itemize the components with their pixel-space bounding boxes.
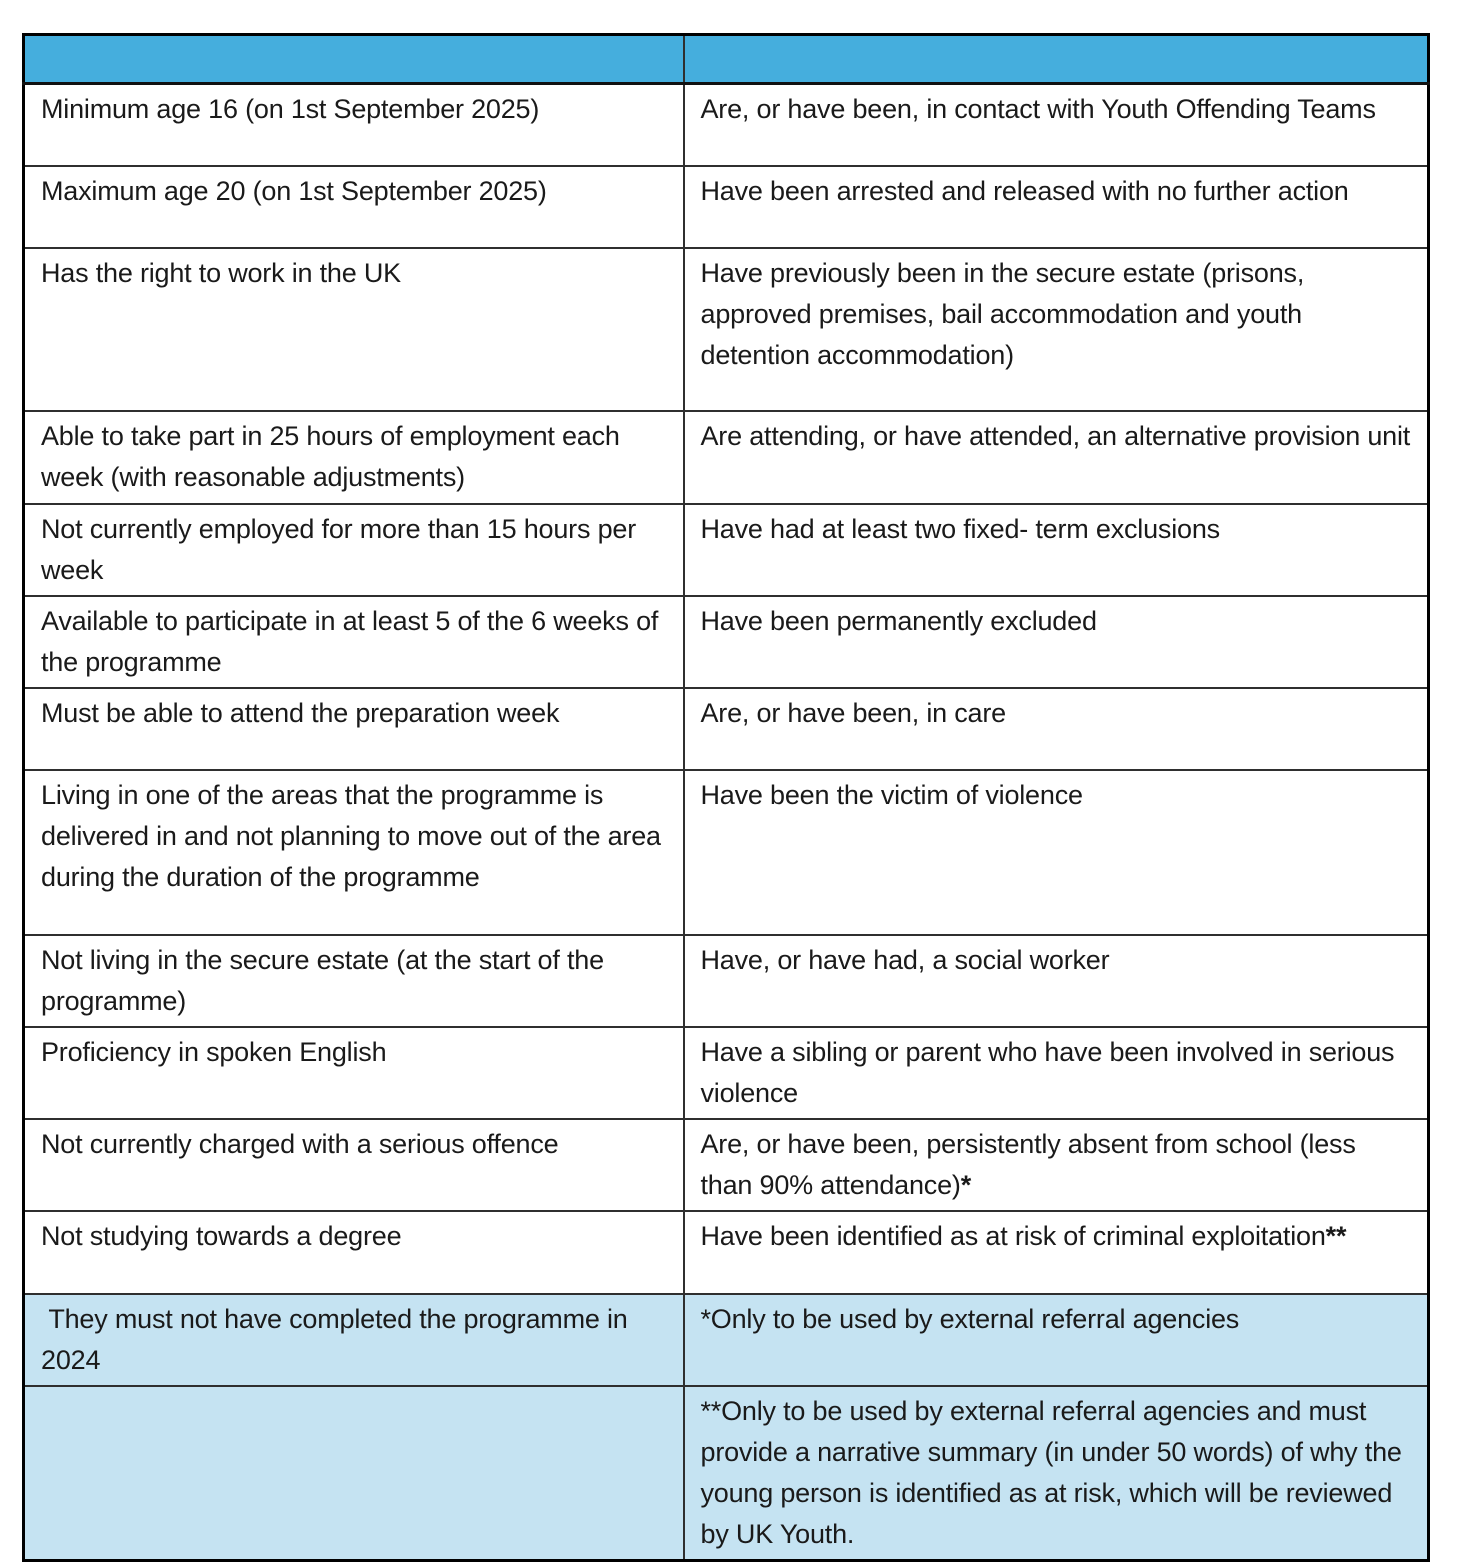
criteria-cell xyxy=(24,84,684,166)
table-header-row xyxy=(24,35,1429,84)
eligibility-table xyxy=(22,33,1430,1562)
risk-text: Are, or have been, in contact with Youth Offending Teams xyxy=(700,94,1376,124)
criteria-text: Minimum age 16 (on 1st September 2025) xyxy=(41,94,540,124)
footnote-marker: ** xyxy=(1325,1220,1347,1251)
criteria-text: Not living in the secure estate (at the start of the programme) xyxy=(41,944,612,1016)
criteria-text: They must not have completed the programme in 2024 xyxy=(41,1303,635,1375)
header-cell-left xyxy=(24,35,684,84)
table-row xyxy=(24,688,1429,770)
criteria-cell xyxy=(24,248,684,411)
criteria-text: Available to participate in at least 5 of the 6 weeks of the programme xyxy=(41,605,666,677)
table-row xyxy=(24,84,1429,166)
criteria-cell xyxy=(24,1119,684,1211)
risk-text: Have, or have had, a social worker xyxy=(700,944,1110,975)
risk-cell xyxy=(684,166,1429,248)
risk-text: Have been arrested and released with no further action xyxy=(700,175,1349,206)
risk-text: Are, or have been, persistently absent from school (less than 90% attendance) xyxy=(700,1128,1363,1200)
criteria-text: Not studying towards a degree xyxy=(41,1220,402,1251)
table-row-highlighted xyxy=(24,1294,1429,1386)
criteria-cell xyxy=(24,504,684,596)
criteria-cell xyxy=(24,1211,684,1294)
risk-cell xyxy=(684,935,1429,1027)
footnote-text: *Only to be used by external referral agencies xyxy=(700,1303,1240,1334)
table-row xyxy=(24,166,1429,248)
criteria-text: Has the right to work in the UK xyxy=(41,257,401,288)
risk-text: Have been permanently excluded xyxy=(700,605,1097,636)
table-row xyxy=(24,248,1429,411)
risk-cell xyxy=(684,596,1429,688)
footnote-marker: * xyxy=(960,1169,972,1200)
criteria-cell xyxy=(24,411,684,504)
footnote-cell xyxy=(684,1386,1429,1561)
table-row xyxy=(24,1211,1429,1294)
risk-cell xyxy=(684,1119,1429,1211)
criteria-text: Not currently charged with a serious offence xyxy=(41,1128,559,1159)
criteria-cell xyxy=(24,1027,684,1119)
risk-cell xyxy=(684,770,1429,935)
criteria-cell xyxy=(24,596,684,688)
risk-cell xyxy=(684,411,1429,504)
footnote-text: **Only to be used by external referral agencies and must provide a narrative summary (in under 50 words) of why the young person is identified as at risk, which will be reviewed by UK Youth. xyxy=(700,1395,1410,1549)
risk-cell xyxy=(684,248,1429,411)
header-cell-right xyxy=(684,35,1429,84)
risk-text: Have been the victim of violence xyxy=(700,779,1083,810)
risk-text: Are, or have been, in care xyxy=(700,697,1006,728)
table-row xyxy=(24,411,1429,504)
table-row xyxy=(24,596,1429,688)
criteria-cell xyxy=(24,770,684,935)
table-row xyxy=(24,504,1429,596)
risk-text: Have had at least two fixed- term exclusions xyxy=(700,513,1220,544)
risk-text: Have previously been in the secure estate (prisons, approved premises, bail accommodation and youth detention accommodation) xyxy=(700,257,1317,370)
risk-cell xyxy=(684,1211,1429,1294)
criteria-cell xyxy=(24,935,684,1027)
table-row xyxy=(24,1119,1429,1211)
criteria-text: Able to take part in 25 hours of employment each week (with reasonable adjustments) xyxy=(41,420,628,492)
table-row xyxy=(24,1027,1429,1119)
risk-cell xyxy=(684,504,1429,596)
criteria-cell xyxy=(24,1294,684,1386)
criteria-text: Must be able to attend the preparation week xyxy=(41,697,560,728)
risk-cell xyxy=(684,84,1429,166)
empty-cell xyxy=(24,1386,684,1561)
risk-text: Are attending, or have attended, an alternative provision unit xyxy=(700,420,1411,451)
footnote-cell xyxy=(684,1294,1429,1386)
criteria-text: Proficiency in spoken English xyxy=(41,1036,387,1067)
table-row xyxy=(24,770,1429,935)
risk-cell xyxy=(684,1027,1429,1119)
table-row-highlighted xyxy=(24,1386,1429,1561)
risk-text: Have been identified as at risk of criminal exploitation xyxy=(700,1220,1326,1251)
risk-cell xyxy=(684,688,1429,770)
criteria-cell xyxy=(24,166,684,248)
criteria-text: Living in one of the areas that the programme is delivered in and not planning to move out of the area during the duration of the programme xyxy=(41,779,669,892)
criteria-cell xyxy=(24,688,684,770)
table-row xyxy=(24,935,1429,1027)
criteria-text: Maximum age 20 (on 1st September 2025) xyxy=(41,175,547,206)
risk-text: Have a sibling or parent who have been involved in serious violence xyxy=(700,1036,1402,1108)
criteria-text: Not currently employed for more than 15 hours per week xyxy=(41,513,644,585)
